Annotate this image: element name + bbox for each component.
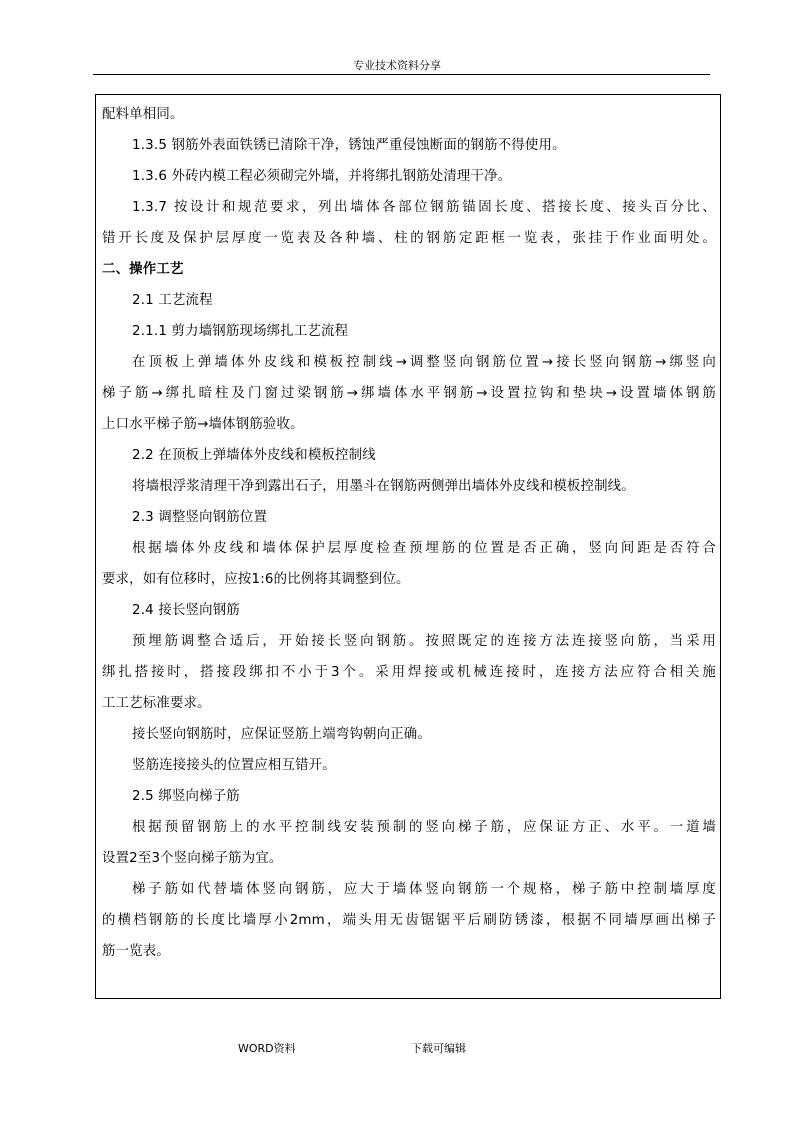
- text-line: 绑扎搭接时，搭接段绑扣不小于3个。采用焊接或机械连接时，连接方法应符合相关施: [102, 665, 716, 680]
- subsection-heading: 2.5 绑竖向梯子筋: [132, 789, 240, 804]
- text-line: 预埋筋调整合适后，开始接长竖向钢筋。按照既定的连接方法连接竖向筋，当采用: [132, 634, 716, 649]
- subsection-heading: 2.2 在顶板上弹墙体外皮线和模板控制线: [132, 448, 376, 463]
- content-frame: [95, 94, 721, 999]
- footer-right-text: 下载可编辑: [411, 1042, 466, 1055]
- text-line: 1.3.7 按设计和规范要求，列出墙体各部位钢筋锚固长度、搭接长度、接头百分比、: [132, 200, 716, 215]
- text-line: 错开长度及保护层厚度一览表及各种墙、柱的钢筋定距框一览表，张挂于作业面明处。: [102, 231, 716, 246]
- text-line: 梯子筋→绑扎暗柱及门窗过梁钢筋→绑墙体水平钢筋→设置拉钩和垫块→设置墙体钢筋: [102, 386, 716, 401]
- text-line: 工工艺标准要求。: [102, 696, 211, 711]
- text-line: 接长竖向钢筋时，应保证竖筋上端弯钩朝向正确。: [132, 727, 431, 742]
- text-line: 在顶板上弹墙体外皮线和模板控制线→调整竖向钢筋位置→接长竖向钢筋→绑竖向: [132, 355, 716, 370]
- text-line: 要求，如有位移时，应按1:6的比例将其调整到位。: [102, 572, 410, 587]
- text-line: 根据墙体外皮线和墙体保护层厚度检查预埋筋的位置是否正确，竖向间距是否符合: [132, 541, 716, 556]
- footer-left-text: WORD资料: [238, 1042, 296, 1055]
- text-line: 将墙根浮浆清理干净到露出石子，用墨斗在钢筋两侧弹出墙体外皮线和模板控制线。: [132, 479, 635, 494]
- header-divider: [93, 74, 710, 75]
- subsection-heading: 2.3 调整竖向钢筋位置: [132, 510, 268, 525]
- text-line: 梯子筋如代替墙体竖向钢筋，应大于墙体竖向钢筋一个规格，梯子筋中控制墙厚度: [132, 882, 716, 897]
- subsection-heading: 2.4 接长竖向钢筋: [132, 603, 240, 618]
- text-line: 的横档钢筋的长度比墙厚小2mm，端头用无齿锯锯平后刷防锈漆，根据不同墙厚画出梯子: [102, 913, 716, 928]
- text-line: 1.3.5 钢筋外表面铁锈已清除干净，锈蚀严重侵蚀断面的钢筋不得使用。: [132, 138, 566, 153]
- text-line: 设置2至3个竖向梯子筋为宜。: [102, 851, 283, 866]
- text-line: 竖筋连接接头的位置应相互错开。: [132, 758, 336, 773]
- subsection-heading: 2.1.1 剪力墙钢筋现场绑扎工艺流程: [132, 324, 349, 339]
- text-line: 配料单相同。: [102, 107, 184, 122]
- text-line: 筋一览表。: [102, 944, 170, 959]
- page-header: 专业技术资料分享: [353, 59, 441, 72]
- text-line: 根据预留钢筋上的水平控制线安装预制的竖向梯子筋，应保证方正、水平。一道墙: [132, 820, 716, 835]
- document-body: [102, 99, 716, 967]
- section-heading: 二、操作工艺: [102, 262, 184, 277]
- subsection-heading: 2.1 工艺流程: [132, 293, 213, 308]
- text-line: 上口水平梯子筋→墙体钢筋验收。: [102, 417, 304, 432]
- text-line: 1.3.6 外砖内模工程必须砌完外墙，并将绑扎钢筋处清理干净。: [132, 169, 512, 184]
